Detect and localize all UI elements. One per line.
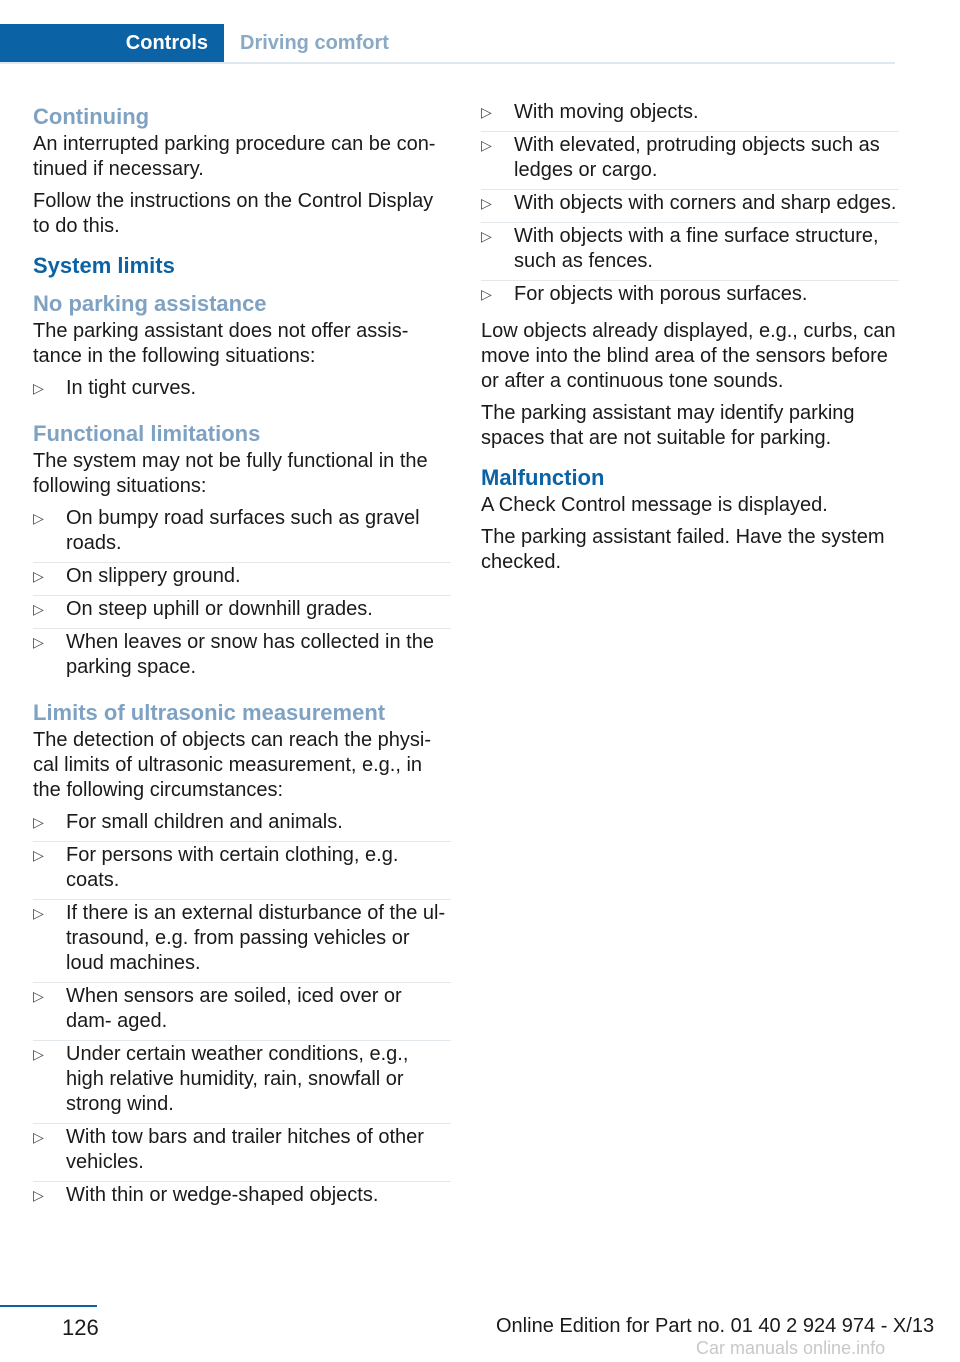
list-item-text: For small children and animals. — [66, 811, 343, 833]
heading-functional-limitations: Functional limitations — [33, 421, 261, 446]
list-item — [33, 506, 451, 563]
triangle-bullet-icon: ▷ — [481, 286, 492, 302]
list-item — [33, 597, 451, 629]
list-item — [481, 100, 899, 132]
list-item-text: If there is an external disturbance of the ul‐ trasound, e.g. from passing vehicles or loud machines. — [66, 902, 446, 974]
list-item — [33, 376, 451, 407]
triangle-bullet-icon: ▷ — [33, 568, 44, 584]
bullet-list — [33, 810, 451, 1214]
triangle-bullet-icon: ▷ — [481, 137, 492, 153]
list-item — [33, 810, 451, 842]
chapter-tab: Controls — [0, 24, 224, 62]
triangle-bullet-icon: ▷ — [33, 380, 44, 396]
paragraph: The system may not be fully functional in the following situations: — [33, 450, 428, 497]
bullet-list — [481, 100, 899, 313]
list-item — [33, 1183, 451, 1214]
list-item-text: With objects with corners and sharp edges. — [514, 192, 897, 214]
triangle-bullet-icon: ▷ — [33, 510, 44, 526]
list-item — [481, 224, 899, 281]
edition-note: Online Edition for Part no. 01 40 2 924 974 - X/13 — [496, 1315, 935, 1337]
list-item — [33, 564, 451, 596]
list-item-text: With tow bars and trailer hitches of other vehicles. — [66, 1126, 424, 1173]
list-item — [33, 1125, 451, 1182]
triangle-bullet-icon: ▷ — [481, 228, 492, 244]
list-item-text: In tight curves. — [66, 377, 197, 399]
paragraph: The detection of objects can reach the physi‐ cal limits of ultrasonic measurement, e.g., in the following circumstances: — [33, 729, 432, 801]
list-item — [33, 630, 451, 686]
bullet-list — [33, 376, 451, 407]
list-item-text: With elevated, protruding objects such as ledges or cargo. — [514, 134, 880, 181]
triangle-bullet-icon: ▷ — [481, 195, 492, 211]
paragraph: The parking assistant may identify parking spaces that are not suitable for parking. — [481, 402, 855, 449]
paragraph: A Check Control message is displayed. — [481, 494, 828, 516]
triangle-bullet-icon: ▷ — [33, 601, 44, 617]
list-item-text: On steep uphill or downhill grades. — [66, 598, 373, 620]
triangle-bullet-icon: ▷ — [33, 1046, 44, 1062]
bullet-list — [33, 506, 451, 686]
triangle-bullet-icon: ▷ — [33, 905, 44, 921]
list-item — [33, 1042, 451, 1124]
list-item — [481, 282, 899, 313]
watermark: Car manuals online.info — [696, 1338, 886, 1358]
list-item-text: With thin or wedge-shaped objects. — [66, 1184, 379, 1206]
triangle-bullet-icon: ▷ — [33, 847, 44, 863]
page-header — [0, 24, 895, 64]
list-item-text: With objects with a fine surface structure, such as fences. — [514, 225, 879, 272]
list-item — [481, 133, 899, 190]
list-item — [33, 843, 451, 900]
paragraph: Low objects already displayed, e.g., curbs, can move into the blind area of the sensors before or after a continuous tone sounds. — [481, 320, 896, 392]
list-item — [481, 191, 899, 223]
heading-malfunction: Malfunction — [481, 465, 605, 490]
list-item-text: For persons with certain clothing, e.g. coats. — [66, 844, 399, 891]
right-column — [481, 100, 899, 582]
triangle-bullet-icon: ▷ — [33, 1187, 44, 1203]
list-item — [33, 901, 451, 983]
paragraph: The parking assistant failed. Have the system checked. — [481, 526, 885, 573]
paragraph: Follow the instructions on the Control Display to do this. — [33, 190, 434, 237]
paragraph: An interrupted parking procedure can be con‐ tinued if necessary. — [33, 133, 436, 180]
triangle-bullet-icon: ▷ — [33, 1129, 44, 1145]
triangle-bullet-icon: ▷ — [33, 814, 44, 830]
list-item — [33, 984, 451, 1041]
list-item-text: When leaves or snow has collected in the parking space. — [66, 631, 434, 678]
heading-no-parking-assistance: No parking assistance — [33, 291, 267, 316]
triangle-bullet-icon: ▷ — [33, 988, 44, 1004]
list-item-text: On slippery ground. — [66, 565, 241, 587]
list-item-text: With moving objects. — [514, 101, 699, 123]
footer-rule — [0, 1305, 97, 1307]
list-item-text: On bumpy road surfaces such as gravel roads. — [66, 507, 420, 554]
heading-continuing: Continuing — [33, 104, 150, 129]
triangle-bullet-icon: ▷ — [33, 634, 44, 650]
list-item-text: For objects with porous surfaces. — [514, 283, 808, 305]
triangle-bullet-icon: ▷ — [481, 104, 492, 120]
heading-system-limits: System limits — [33, 253, 175, 278]
page-number: 126 — [62, 1315, 99, 1340]
paragraph: The parking assistant does not offer assis‐ tance in the following situations: — [33, 320, 409, 367]
heading-ultrasonic-limits: Limits of ultrasonic measurement — [33, 700, 386, 725]
list-item-text: Under certain weather conditions, e.g., high relative humidity, rain, snowfall or strong wind. — [66, 1043, 409, 1115]
list-item-text: When sensors are soiled, iced over or dam‐ aged. — [66, 985, 402, 1032]
left-column — [33, 100, 451, 1220]
section-tab: Driving comfort — [240, 31, 389, 54]
